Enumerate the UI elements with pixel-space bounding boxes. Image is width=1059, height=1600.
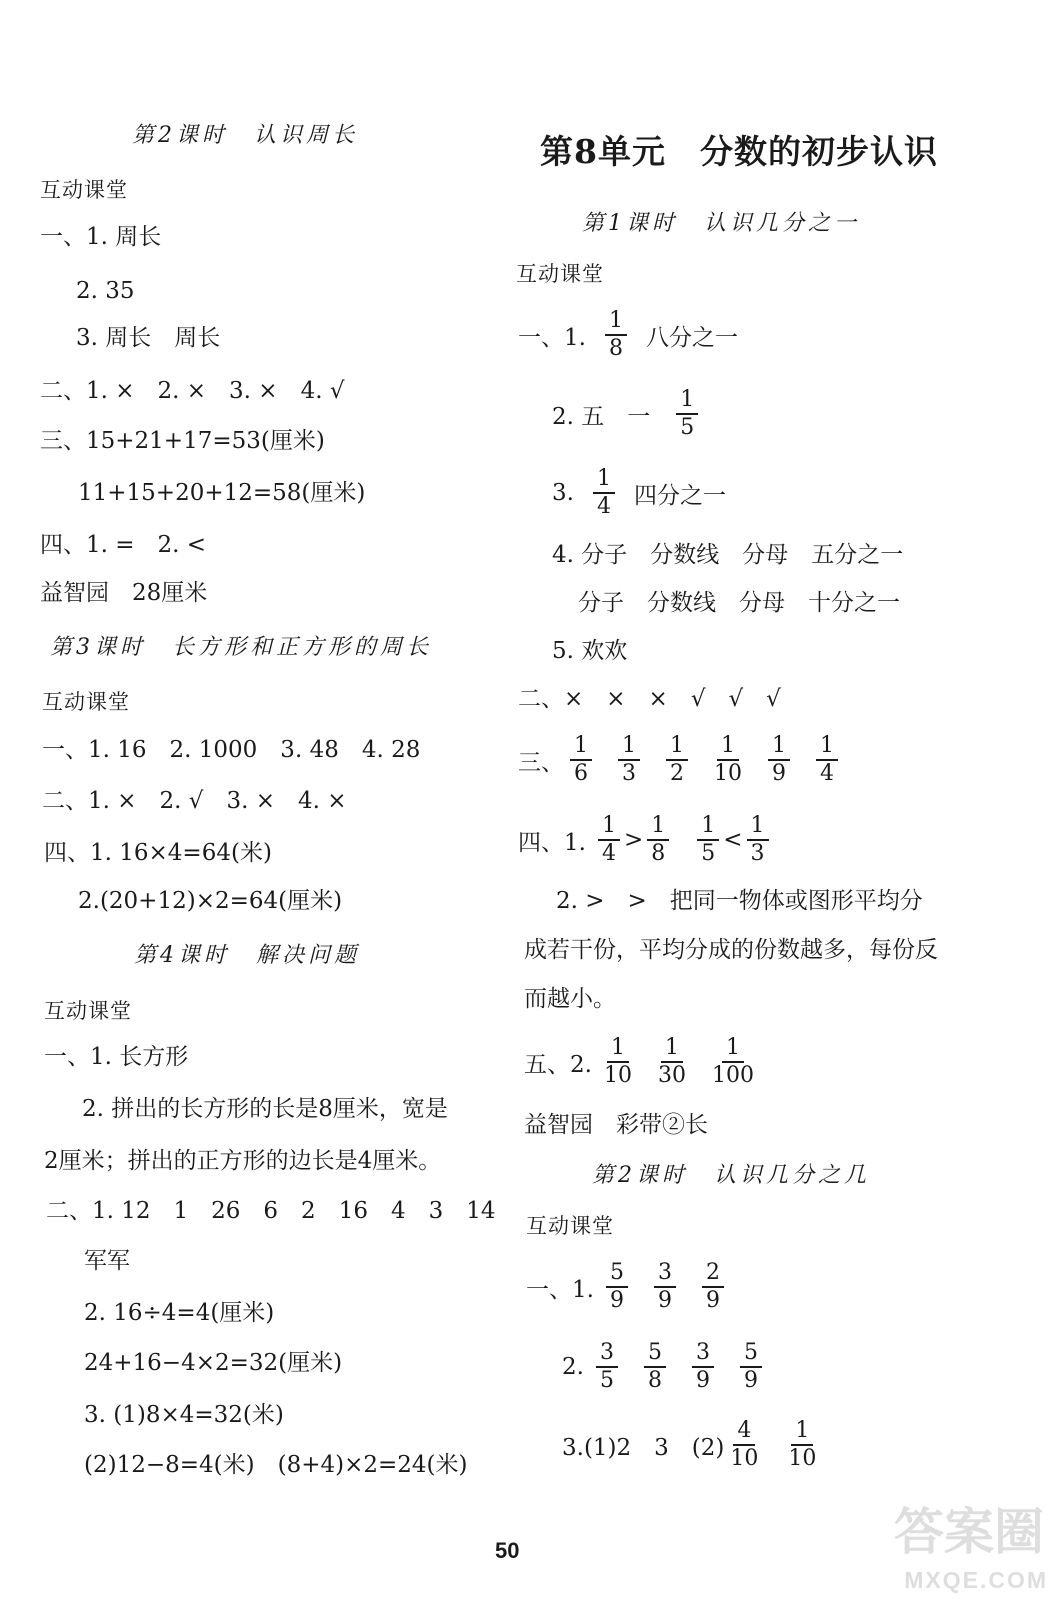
fraction-group [564, 733, 838, 787]
answer-line: 四、1. 16×4=64(米) [44, 840, 272, 866]
watermark-url: MXQE.COM [904, 1567, 1048, 1593]
numerator: 1 [768, 733, 790, 761]
denominator: 9 [609, 1288, 624, 1313]
fraction-group [598, 1035, 754, 1089]
numerator: 5 [740, 1340, 762, 1368]
denominator: 6 [574, 761, 588, 786]
denominator: 3 [622, 761, 636, 786]
fraction [658, 1035, 686, 1089]
numerator: 3 [654, 1260, 676, 1288]
line-text: 八分之一 [645, 324, 738, 351]
denominator: 100 [711, 1063, 754, 1088]
answer-line [524, 1035, 754, 1089]
denominator: 8 [651, 841, 666, 866]
line-text: 四分之一 [633, 482, 726, 509]
answer-line: 2.(20+12)×2=64(厘米) [78, 888, 343, 914]
answer-line: 11+15+20+12=58(厘米) [78, 480, 366, 506]
answer-line: 军军 [84, 1248, 130, 1274]
numerator: 1 [717, 733, 739, 761]
section-heading: 互动课堂 [526, 1215, 614, 1238]
answer-line: 2厘米；拼出的正方形的边长是4厘米。 [44, 1148, 442, 1174]
numerator: 1 [647, 813, 669, 841]
fraction [730, 1418, 758, 1472]
line-prefix: 一、1. [526, 1276, 594, 1303]
watermark-logo [878, 1492, 1048, 1594]
fraction [596, 1340, 618, 1394]
fraction [692, 1340, 714, 1394]
denominator: 10 [730, 1446, 759, 1471]
fraction [618, 733, 640, 787]
fraction [816, 733, 838, 787]
lesson-2-title: 第2课时 认识几分之几 [592, 1163, 870, 1188]
section-heading: 互动课堂 [44, 1000, 132, 1023]
denominator: 10 [714, 761, 742, 786]
denominator: 4 [596, 494, 611, 519]
numerator: 1 [816, 733, 838, 761]
line-prefix: 3.(1)2 3 (2) [562, 1434, 725, 1461]
numerator: 1 [676, 387, 698, 415]
fraction [604, 1035, 632, 1089]
answer-line: 2. 拼出的长方形的长是8厘米，宽是 [82, 1096, 448, 1122]
line-prefix: 3. [552, 480, 574, 506]
numerator: 3 [692, 1340, 714, 1368]
answer-line [562, 1340, 762, 1394]
denominator: 2 [670, 761, 684, 786]
comparison-symbol: > [623, 827, 644, 853]
answer-line: 5. 欢欢 [552, 638, 628, 664]
answer-line: 益智园 彩带②长 [524, 1112, 708, 1138]
unit-title: 第8单元 分数的初步认识 [540, 132, 938, 171]
section-heading: 互动课堂 [516, 263, 604, 286]
line-prefix: 一、1. [518, 324, 586, 351]
fraction-group [600, 1260, 724, 1314]
numerator: 1 [697, 813, 719, 841]
numerator: 1 [747, 813, 769, 841]
numerator: 3 [596, 1340, 618, 1368]
denominator: 8 [608, 336, 623, 361]
answer-line: 一、1. 长方形 [44, 1044, 189, 1070]
fraction [714, 733, 742, 787]
fraction [593, 466, 615, 520]
numerator: 1 [661, 1035, 683, 1063]
line-prefix: 2. [562, 1354, 584, 1380]
fraction [697, 813, 719, 867]
answer-line: 2. 35 [76, 278, 135, 304]
answer-line [562, 1418, 816, 1472]
answer-line: 3. 周长 周长 [76, 325, 221, 351]
numerator: 5 [644, 1340, 666, 1368]
lesson-4-title: 第4课时 解决问题 [134, 943, 360, 968]
numerator: 1 [618, 733, 640, 761]
denominator: 4 [820, 761, 834, 786]
lesson-2-title: 第2课时 认识周长 [132, 123, 358, 148]
line-prefix: 五、2. [524, 1051, 592, 1078]
answer-line: 益智园 28厘米 [40, 580, 208, 606]
denominator: 9 [705, 1288, 720, 1313]
denominator: 10 [603, 1063, 632, 1088]
fraction-group [724, 1418, 816, 1472]
line-prefix: 2. 五 一 [552, 403, 651, 430]
numerator: 1 [607, 1035, 629, 1063]
numerator: 1 [722, 1035, 744, 1063]
fraction [712, 1035, 754, 1089]
fraction [666, 733, 688, 787]
answer-line: 二、× × × √ √ √ [518, 686, 781, 712]
denominator: 9 [743, 1368, 758, 1393]
section-heading: 互动课堂 [40, 179, 128, 202]
answer-line: (2)12−8=4(米) (8+4)×2=24(米) [84, 1452, 468, 1478]
answer-line: 二、1. × 2. × 3. × 4. √ [40, 378, 345, 404]
fraction [647, 813, 669, 867]
answer-line: 成若干份，平均分成的份数越多，每份反 [524, 937, 938, 963]
fraction [747, 813, 769, 867]
answer-line: 2. > > 把同一物体或图形平均分 [556, 888, 923, 914]
fraction [702, 1260, 724, 1314]
numerator: 1 [598, 813, 620, 841]
fraction [788, 1418, 816, 1472]
answer-line: 一、1. 周长 [40, 224, 162, 250]
denominator: 9 [695, 1368, 710, 1393]
fraction [644, 1340, 666, 1394]
watermark-text: 答案圈 [894, 1503, 1044, 1561]
denominator: 9 [772, 761, 786, 786]
section-heading: 互动课堂 [42, 691, 130, 714]
answer-line: 二、1. 12 1 26 6 2 16 4 3 14 [46, 1198, 496, 1224]
lesson-1-title: 第1课时 认识几分之一 [582, 211, 860, 236]
fraction [605, 308, 627, 362]
denominator: 10 [788, 1446, 817, 1471]
fraction [606, 1260, 628, 1314]
denominator: 30 [657, 1063, 686, 1088]
page-number: 50 [495, 1538, 520, 1563]
answer-line [552, 387, 711, 441]
denominator: 5 [680, 415, 695, 440]
answer-line [518, 813, 771, 867]
answer-line: 四、1. = 2. < [40, 532, 207, 558]
fraction [676, 387, 698, 441]
answer-line [552, 466, 732, 520]
answer-line: 分子 分数线 分母 十分之一 [578, 590, 900, 616]
lesson-3-title: 第3课时 长方形和正方形的周长 [50, 635, 432, 660]
numerator: 1 [791, 1418, 813, 1446]
numerator: 1 [570, 733, 592, 761]
fraction [768, 733, 790, 787]
fraction [598, 813, 620, 867]
line-prefix: 三、 [518, 749, 564, 776]
answer-line: 而越小。 [524, 986, 616, 1012]
line-prefix: 四、1. [518, 829, 586, 856]
fraction [740, 1340, 762, 1394]
answer-line [526, 1260, 724, 1314]
comparison-symbol: < [723, 827, 743, 853]
answer-line: 2. 16÷4=4(厘米) [84, 1300, 275, 1326]
numerator: 2 [702, 1260, 724, 1288]
fraction [654, 1260, 676, 1314]
denominator: 9 [657, 1288, 672, 1313]
answer-line: 二、1. × 2. √ 3. × 4. × [42, 788, 347, 814]
denominator: 3 [750, 841, 765, 866]
numerator: 1 [666, 733, 688, 761]
denominator: 5 [599, 1368, 614, 1393]
answer-line [518, 308, 744, 362]
answer-line: 4. 分子 分数线 分母 五分之一 [552, 542, 904, 568]
numerator: 1 [593, 466, 615, 494]
answer-line: 3. (1)8×4=32(米) [84, 1402, 284, 1428]
denominator: 5 [701, 841, 716, 866]
numerator: 5 [606, 1260, 628, 1288]
answer-line: 24+16−4×2=32(厘米) [84, 1350, 343, 1376]
numerator: 1 [605, 308, 627, 336]
answer-line [518, 733, 838, 787]
numerator: 4 [733, 1418, 755, 1446]
denominator: 4 [601, 841, 616, 866]
answer-line: 一、1. 16 2. 1000 3. 48 4. 28 [42, 737, 421, 763]
fraction [570, 733, 592, 787]
fraction-group [590, 1340, 762, 1394]
answer-line: 三、15+21+17=53(厘米) [40, 428, 325, 454]
denominator: 8 [647, 1368, 662, 1393]
